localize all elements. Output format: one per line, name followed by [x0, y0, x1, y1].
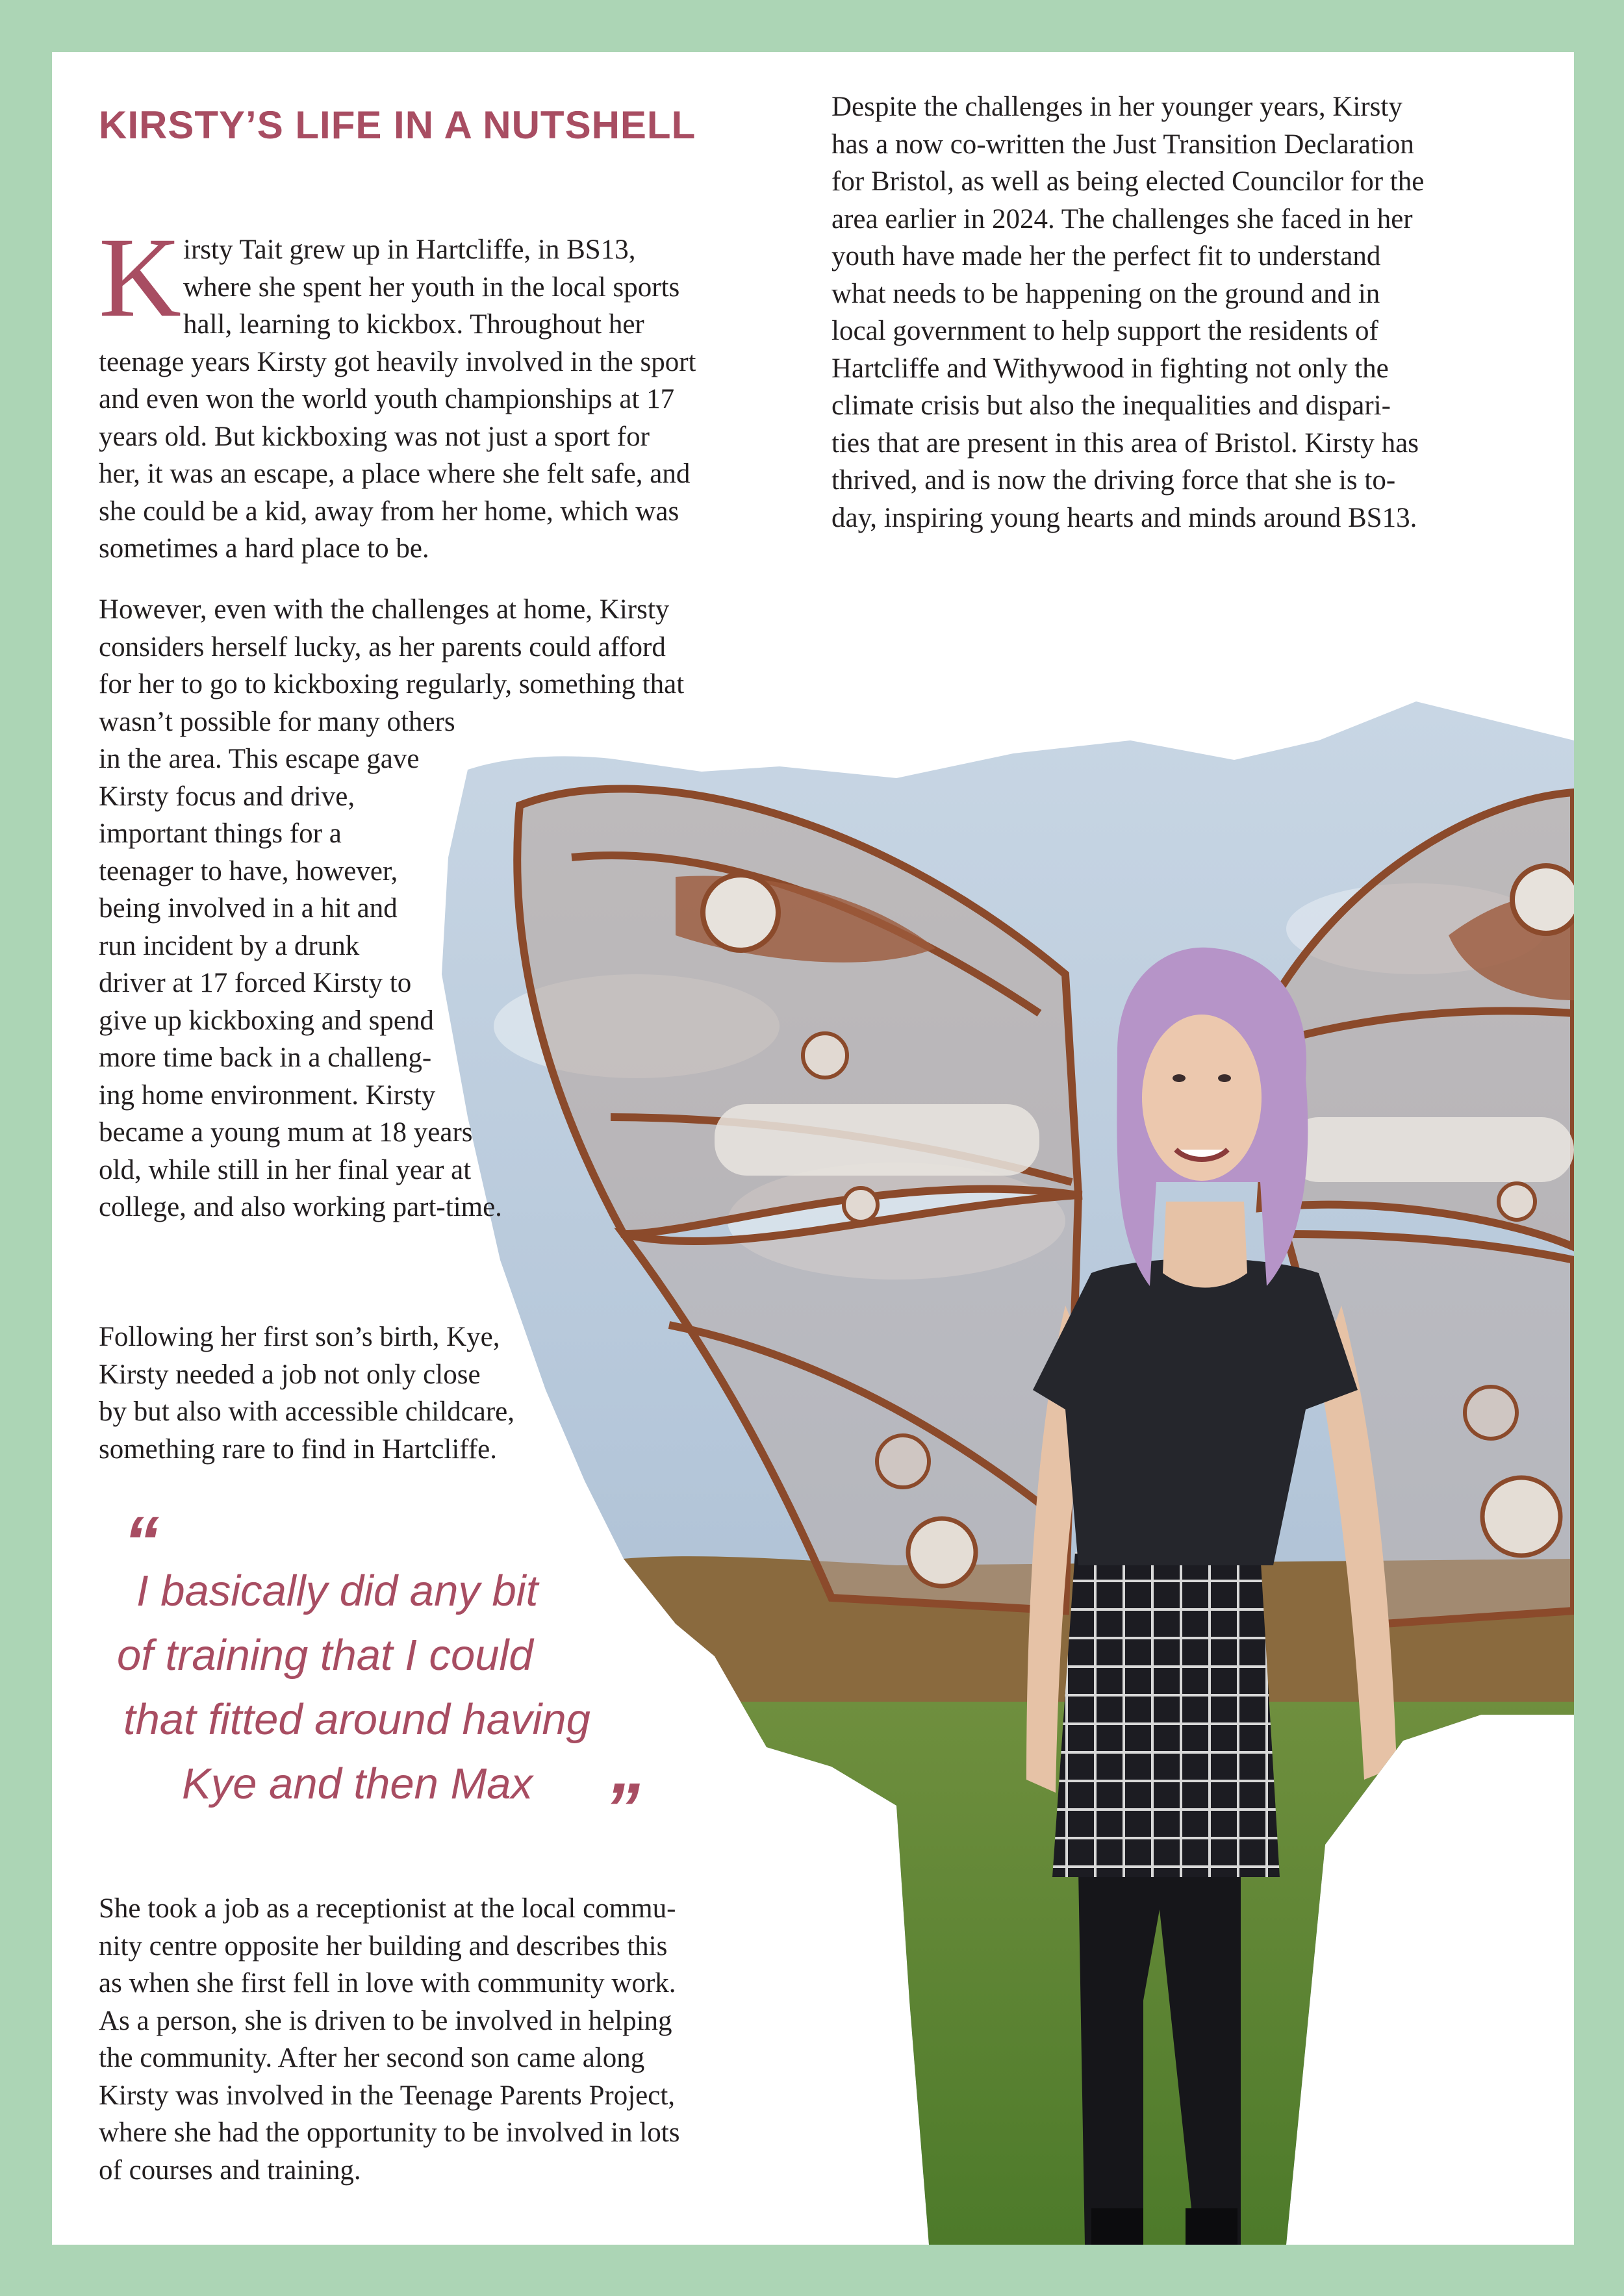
quote-line: Kye and then Max: [182, 1760, 533, 1808]
text-line: ing home environment. Kirsty: [99, 1079, 436, 1111]
text-line: irsty Tait grew up in Hartcliffe, in BS13,: [183, 234, 636, 265]
text-line: run incident by a drunk: [99, 930, 360, 961]
text-line: area earlier in 2024. The challenges she faced in her: [831, 203, 1413, 234]
text-line: and even won the world youth championships at 17: [99, 384, 675, 414]
text-line: nity centre opposite her building and describes this: [99, 1930, 668, 1962]
text-line: where she had the opportunity to be involved in lots: [99, 2117, 680, 2148]
text-line: Despite the challenges in her younger years, Kirsty: [831, 92, 1402, 122]
text-line: in the area. This escape gave: [99, 744, 420, 774]
paragraph-challenges: [99, 591, 684, 1226]
text-line: important things for a: [99, 818, 342, 849]
text-line: driver at 17 forced Kirsty to: [99, 968, 412, 998]
text-line: what needs to be happening on the ground and in: [831, 278, 1380, 309]
text-line: She took a job as a receptionist at the local commu-: [99, 1893, 676, 1924]
text-line: considers herself lucky, as her parents could afford: [99, 631, 666, 662]
text-line: years old. But kickboxing was not just a sport for: [99, 421, 650, 452]
text-line: Hartcliffe and Withywood in fighting not only the: [831, 353, 1389, 384]
text-line: more time back in a challeng-: [99, 1042, 432, 1073]
text-line: As a person, she is driven to be involved in helping: [99, 2005, 672, 2036]
text-line: climate crisis but also the inequalities and dispari-: [831, 390, 1391, 421]
text-line: Kirsty needed a job not only close: [99, 1359, 481, 1390]
text-line: thrived, and is now the driving force that she is to-: [831, 465, 1396, 496]
article-page: [52, 52, 1574, 2245]
text-line: college, and also working part-time.: [99, 1192, 502, 1222]
text-line: give up kickboxing and spend: [99, 1005, 434, 1036]
text-line: of courses and training.: [99, 2154, 361, 2186]
text-line: teenager to have, however,: [99, 855, 398, 887]
quote-line: I basically did any bit: [136, 1567, 539, 1615]
text-line: However, even with the challenges at home, Kirsty: [99, 594, 670, 625]
paragraph-receptionist: [99, 1890, 679, 2189]
text-line: by but also with accessible childcare,: [99, 1396, 515, 1427]
text-line: has a now co-written the Just Transition Declaration: [831, 129, 1414, 160]
text-line: sometimes a hard place to be.: [99, 533, 429, 564]
quote-line: that fitted around having: [123, 1695, 590, 1744]
paragraph-councilor: [831, 88, 1424, 536]
text-line: Kirsty focus and drive,: [99, 781, 355, 812]
text-line: ties that are present in this area of Bristol. Kirsty has: [831, 427, 1419, 459]
text-line: the community. After her second son came along: [99, 2043, 645, 2073]
text-line: being involved in a hit and: [99, 893, 398, 924]
text-line: old, while still in her final year at: [99, 1154, 472, 1185]
text-line: hall, learning to kickbox. Throughout her: [183, 309, 644, 340]
text-line: she could be a kid, away from her home, which was: [99, 496, 679, 527]
text-line: teenage years Kirsty got heavily involved in the sport: [99, 346, 696, 377]
quote-close-mark: ”: [604, 1769, 640, 1848]
text-line: Following her first son’s birth, Kye,: [99, 1322, 500, 1352]
text-line: wasn’t possible for many others: [99, 706, 455, 737]
quote-line: of training that I could: [117, 1631, 533, 1680]
text-line: became a young mum at 18 years: [99, 1117, 473, 1148]
text-line: Kirsty was involved in the Teenage Parents Project,: [99, 2080, 676, 2111]
paragraph-intro: [99, 231, 696, 568]
text-line: as when she first fell in love with community work.: [99, 1968, 676, 1999]
text-line: youth have made her the perfect fit to understand: [831, 241, 1381, 271]
text-line: for her to go to kickboxing regularly, something that: [99, 669, 685, 700]
drop-cap: K: [99, 214, 182, 341]
text-line: day, inspiring young hearts and minds around BS13.: [831, 502, 1417, 533]
paragraph-first-son: [99, 1318, 514, 1468]
text-line: local government to help support the residents of: [831, 316, 1378, 346]
text-line: something rare to find in Hartcliffe.: [99, 1433, 497, 1465]
text-line: her, it was an escape, a place where she felt safe, and: [99, 459, 691, 489]
article-heading: KIRSTY’S LIFE IN A NUTSHELL: [99, 103, 696, 147]
quote-open-mark: “: [123, 1502, 159, 1582]
text-line: for Bristol, as well as being elected Councilor for the: [831, 166, 1425, 197]
text-line: where she spent her youth in the local sports: [183, 271, 680, 303]
